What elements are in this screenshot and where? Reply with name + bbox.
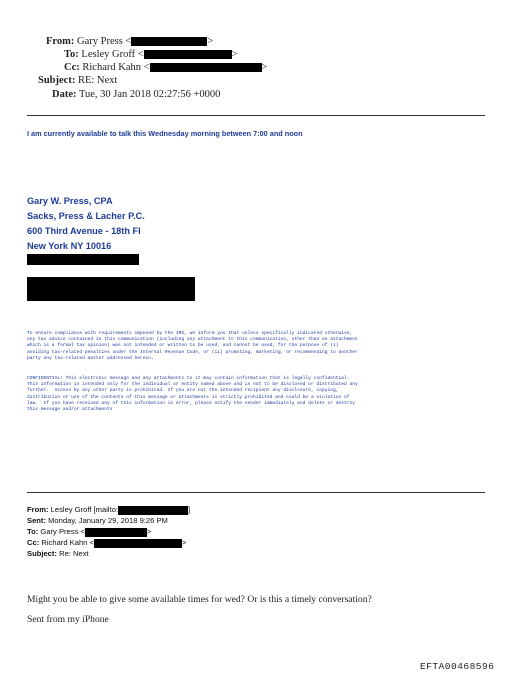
reply-cc-label: Cc: bbox=[27, 538, 40, 547]
reply-header bbox=[27, 504, 190, 559]
reply-from bbox=[27, 504, 190, 515]
cc-value: Richard Kahn < bbox=[82, 62, 150, 73]
redaction-bar bbox=[131, 37, 207, 46]
confidential-disclaimer bbox=[27, 376, 358, 413]
reply-sent bbox=[27, 515, 190, 526]
reply-to-value: Gary Press < bbox=[40, 527, 85, 536]
reply-from-value: Lesley Groff [mailto: bbox=[50, 505, 119, 514]
disclaimer-line: party any tax-related matter addressed herein. bbox=[27, 355, 154, 361]
reply-subject-value: Re: Next bbox=[59, 549, 89, 558]
redaction-bar bbox=[118, 505, 191, 515]
reply-cc-value: Richard Kahn < bbox=[41, 538, 94, 547]
header-from bbox=[46, 36, 213, 47]
close-bracket: > bbox=[261, 62, 268, 73]
redaction-bar bbox=[27, 254, 139, 265]
disclaimer-line: any tax advice contained in this communication (including any attachment to this communication, other than an attachment bbox=[27, 337, 358, 343]
to-value: Lesley Groff < bbox=[81, 49, 144, 60]
cc-label: Cc: bbox=[64, 62, 80, 73]
disclaimer-line: this message and/or attachments bbox=[27, 407, 113, 413]
from-value: Gary Press < bbox=[77, 36, 132, 47]
reply-to-label: To: bbox=[27, 527, 39, 536]
availability-message: I am currently available to talk this Wednesday morning between 7:00 and noon bbox=[27, 129, 303, 138]
subject-label: Subject: bbox=[38, 75, 76, 86]
reply-sent-label: Sent: bbox=[27, 516, 46, 525]
sent-from-line: Sent from my iPhone bbox=[27, 614, 109, 625]
disclaimer-line: law. If you have received any of this information in error, please notify the sender immediately and delete or destroy bbox=[27, 400, 356, 406]
document-id: EFTA00468596 bbox=[420, 661, 495, 672]
redaction-bar bbox=[94, 539, 182, 548]
reply-cc bbox=[27, 537, 190, 548]
disclaimer-line: CONFIDENTIAL! This electronic message and any attachments to it may contain information that is legally confidential. bbox=[27, 376, 350, 381]
header-to bbox=[64, 49, 238, 60]
disclaimer-line: avoiding tax-related penalties under the Internal Revenue Code, or (ii) promoting, marketing, or recommending to another bbox=[27, 349, 358, 355]
redaction-bar bbox=[150, 63, 262, 72]
to-label: To: bbox=[64, 49, 79, 60]
disclaimer-line: To ensure compliance with requirements imposed by the IRS, we inform you that unless specifically indicated otherwise, bbox=[27, 331, 353, 336]
header-cc bbox=[64, 62, 267, 73]
header-subject bbox=[38, 75, 117, 86]
reply-divider bbox=[27, 492, 485, 493]
reply-subject bbox=[27, 548, 190, 559]
subject-value: RE: Next bbox=[77, 75, 118, 86]
redaction-bar bbox=[144, 50, 232, 59]
reply-from-label: From: bbox=[27, 505, 49, 514]
close-bracket: > bbox=[207, 36, 214, 47]
redaction-bar bbox=[85, 528, 147, 537]
close-bracket: > bbox=[181, 538, 187, 547]
tax-disclaimer bbox=[27, 331, 358, 362]
redaction-bar bbox=[27, 277, 195, 301]
header-date bbox=[52, 89, 220, 100]
signature-name: Gary W. Press, CPA bbox=[27, 196, 113, 206]
disclaimer-line: which is a formal tax opinion) was not intended or written to be used, and cannot be used, for the purpose of (i) bbox=[27, 343, 339, 349]
signature-city: New York NY 10016 bbox=[27, 241, 112, 251]
date-value: Tue, 30 Jan 2018 02:27:56 +0000 bbox=[78, 89, 221, 100]
reply-from-close: ] bbox=[188, 505, 191, 514]
disclaimer-line: further. Access by any other party is prohibited. If you are not the intended recipient any disclosure, copying, bbox=[27, 388, 339, 394]
reply-sent-value: Monday, January 29, 2018 9:26 PM bbox=[48, 516, 168, 525]
reply-subject-label: Subject: bbox=[27, 549, 57, 558]
close-bracket: > bbox=[146, 527, 152, 536]
date-label: Date: bbox=[52, 89, 77, 100]
signature-block bbox=[27, 194, 145, 254]
close-bracket: > bbox=[231, 49, 238, 60]
disclaimer-line: distribution or use of the contents of this message or attachments is strictly prohibited and could be a violation of bbox=[27, 394, 350, 400]
reply-question: Might you be able to give some available times for wed? Or is this a timely conversation? bbox=[27, 594, 372, 605]
disclaimer-line: This information is intended only for the individual or entity named above and is not to be disclosed or distributed any bbox=[27, 382, 358, 388]
from-label: From: bbox=[46, 36, 75, 47]
signature-firm: Sacks, Press & Lacher P.C. bbox=[27, 211, 145, 221]
signature-address: 600 Third Avenue - 18th Fl bbox=[27, 226, 141, 236]
header-divider bbox=[27, 115, 485, 116]
reply-to bbox=[27, 526, 190, 537]
